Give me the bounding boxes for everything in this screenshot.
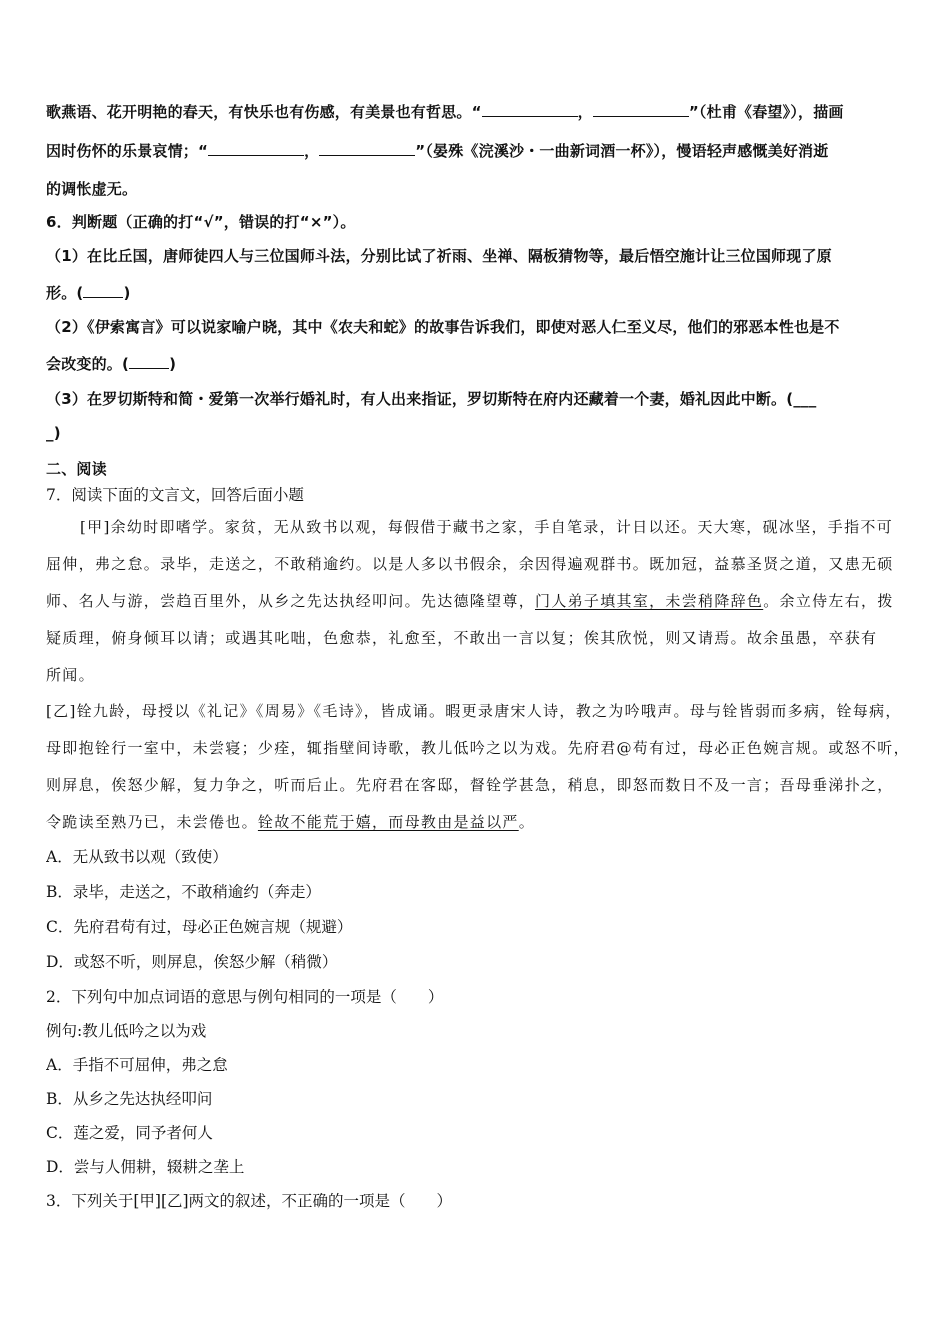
underlined-sentence: 铨故不能荒于嬉，而母教由是益以严 (257, 813, 519, 831)
q7-intro: 7．阅读下面的文言文，回答后面小题 (46, 486, 304, 504)
q5-text: 因时伤怀的乐景哀情；“ (46, 142, 209, 160)
answer-blank[interactable] (129, 354, 169, 369)
q5-line-3: 的调怅虚无。 (46, 180, 138, 198)
q6-statement-2b: 会改变的。( ) (46, 355, 177, 373)
option-d[interactable]: D．尝与人佣耕，辍耕之垄上 (46, 1158, 245, 1176)
underlined-sentence: 门人弟子填其室，未尝稍降辞色 (535, 592, 764, 610)
passage-jia-line: 师、名人与游，尝趋百里外，从乡之先达执经叩问。先达德隆望尊，门人弟子填其室，未尝稍降辞色。余立侍左右，拨 (46, 592, 894, 610)
answer-blank[interactable] (482, 102, 578, 117)
option-d[interactable]: D．或怒不听，则屏息，俟怒少解（稍微） (46, 953, 338, 971)
q5-text: ”（晏殊《浣溪沙・一曲新词酒一杯》），慢语轻声感慨美好消逝 (415, 142, 829, 160)
answer-blank[interactable] (593, 102, 689, 117)
option-a[interactable]: A．无从致书以观（致使） (46, 848, 228, 866)
passage-jia-line: 疑质理，俯身倾耳以请；或遇其叱咄，色愈恭，礼愈至，不敢出一言以复；俟其欣悦，则又请焉。故余虽愚，卒获有 (46, 629, 878, 647)
question-stem: 3．下列关于[甲][乙]两文的叙述，不正确的一项是（ ） (46, 1192, 453, 1210)
passage-yi-line: 令跪读至熟乃已，未尝倦也。铨故不能荒于嬉，而母教由是益以严。 (46, 813, 536, 831)
option-c[interactable]: C．莲之爱，同予者何人 (46, 1124, 213, 1142)
option-a[interactable]: A．手指不可屈伸，弗之怠 (46, 1056, 228, 1074)
q6-statement-3b: _) (46, 424, 61, 442)
q6-statement-1a: （1）在比丘国，唐师徒四人与三位国师斗法，分别比试了祈雨、坐禅、隔板猜物等，最后悟空施计让三位国师现了原 (46, 247, 832, 265)
q6-statement-1b: 形。( ) (46, 284, 131, 302)
passage-yi-line: 则屏息，俟怒少解，复力争之，听而后止。先府君在客邸，督铨学甚急，稍息，即怒而数日不及一言；吾母垂涕扑之， (46, 776, 894, 794)
q6-title: 6．判断题（正确的打“√”，错误的打“×”）。 (46, 213, 356, 231)
answer-blank[interactable] (83, 283, 123, 298)
answer-blank[interactable] (208, 141, 304, 156)
q5-line-2 (46, 140, 910, 161)
q6-statement-3a: （3）在罗切斯特和简・爱第一次举行婚礼时，有人出来指证，罗切斯特在府内还藏着一个妻，婚礼因此中断。(___ (46, 390, 817, 408)
option-b[interactable]: B．录毕，走送之，不敢稍逾约（奔走） (46, 883, 321, 901)
q5-text: ， (577, 103, 593, 121)
passage-jia-line: 屈伸，弗之怠。录毕，走送之，不敢稍逾约。以是人多以书假余，余因得遍观群书。既加冠，益慕圣贤之道，又患无硕 (46, 555, 894, 573)
example-sentence: 例句:教儿低吟之以为戏 (46, 1022, 207, 1040)
q5-text: ”（杜甫《春望》），描画 (688, 103, 844, 121)
passage-yi-line: [乙]铨九龄，母授以《礼记》《周易》《毛诗》，皆成诵。暇更录唐宋人诗，教之为吟哦声。母与铨皆弱而多病，铨每病， (46, 702, 902, 720)
q5-line-1 (46, 101, 910, 122)
passage-jia-line: [甲]余幼时即嗜学。家贫，无从致书以观，每假借于藏书之家，手自笔录，计日以还。天大寒，砚冰坚，手指不可 (80, 518, 894, 536)
answer-blank[interactable]: ___ (793, 390, 817, 408)
passage-jia-line: 所闻。 (46, 666, 95, 684)
passage-yi-line: 母即抱铨行一室中，未尝寝；少痊，辄指壁间诗歌，教儿低吟之以为戏。先府君@苟有过，母必正色婉言规。或怒不听， (46, 739, 910, 757)
q5-text: 歌燕语、花开明艳的春天，有快乐也有伤感，有美景也有哲思。“ (46, 103, 482, 121)
section-title: 二、阅读 (46, 460, 107, 478)
option-b[interactable]: B．从乡之先达执经叩问 (46, 1090, 213, 1108)
q5-text: ， (304, 142, 320, 160)
option-c[interactable]: C．先府君苟有过，母必正色婉言规（规避） (46, 918, 353, 936)
answer-blank[interactable] (319, 141, 415, 156)
q6-statement-2a: （2）《伊索寓言》可以说家喻户晓，其中《农夫和蛇》的故事告诉我们，即使对恶人仁至义尽，他们的邪恶本性也是不 (46, 318, 840, 336)
question-stem: 2．下列句中加点词语的意思与例句相同的一项是（ ） (46, 988, 444, 1006)
